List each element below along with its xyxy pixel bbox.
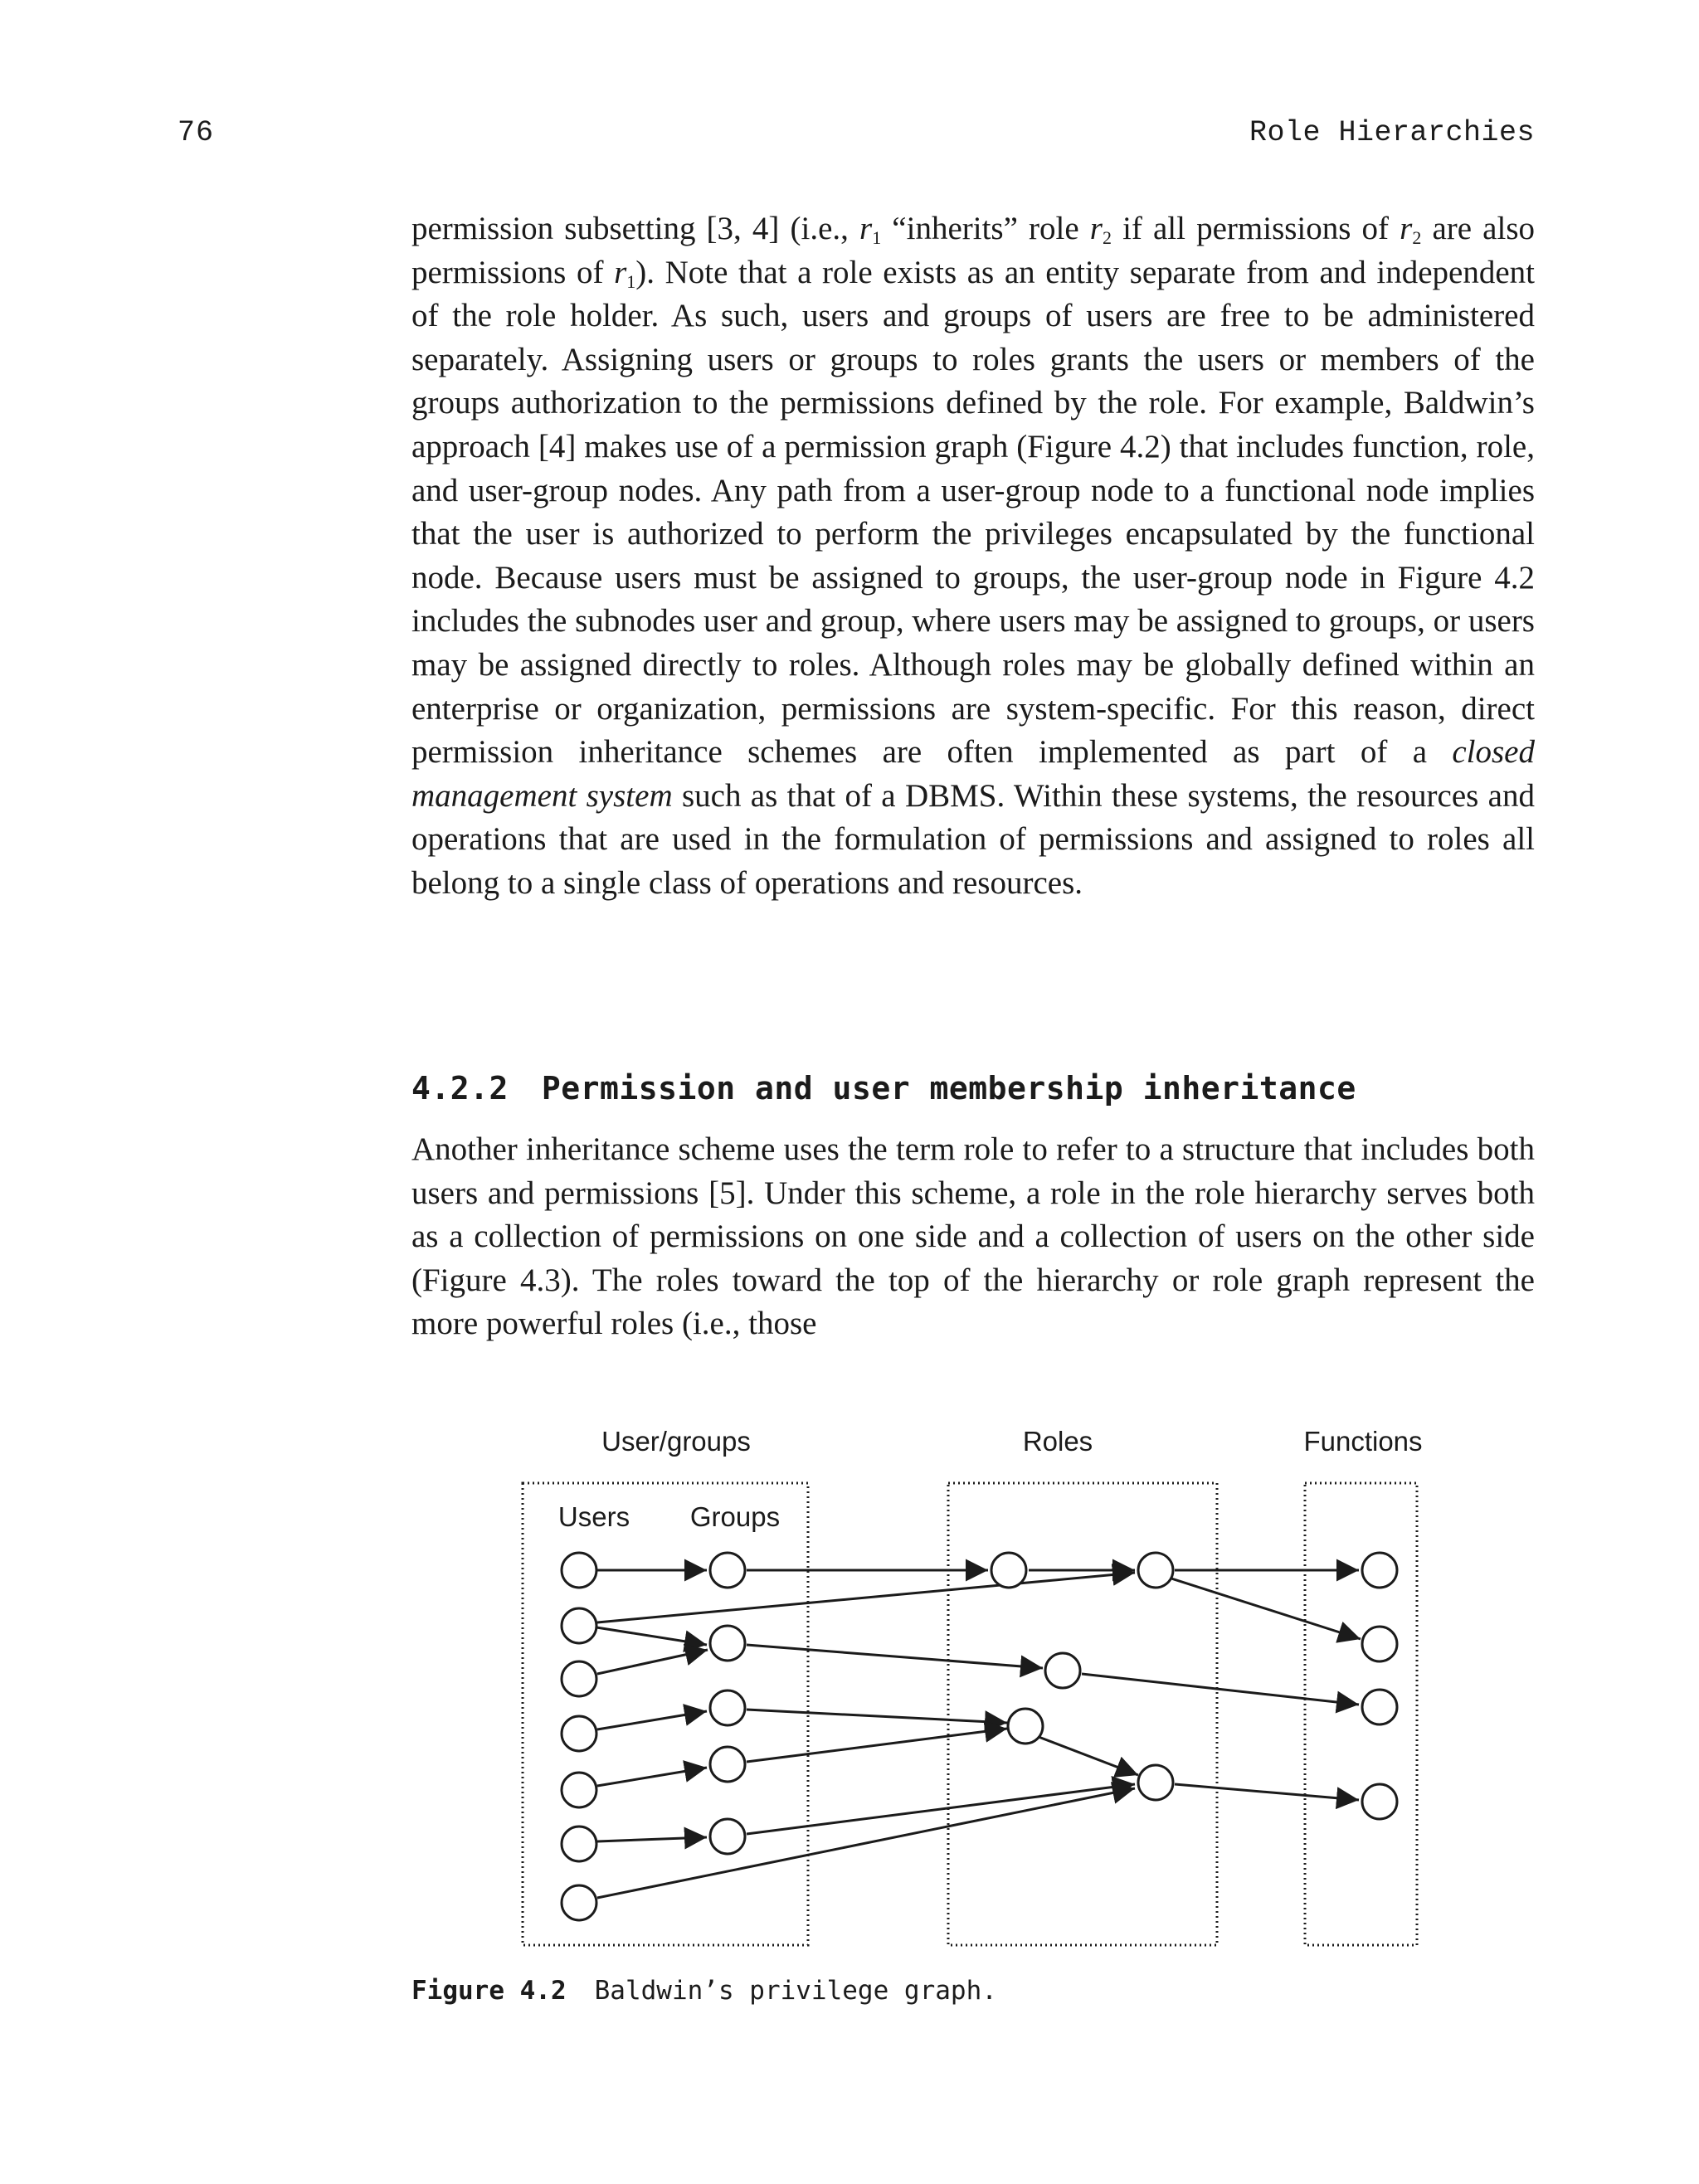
italic-term: closed management system	[411, 734, 1535, 814]
group-node-4	[710, 1747, 745, 1782]
edge-u5-g4	[597, 1768, 707, 1786]
edge-g4-rd	[747, 1729, 1007, 1762]
function-node-4	[1362, 1784, 1397, 1819]
p1-text-1: permission subsetting [3, 4] (i.e.,	[411, 211, 859, 246]
user-groups-box	[523, 1483, 808, 1945]
label-user-groups: User/groups	[601, 1426, 751, 1457]
role-node-c	[1045, 1653, 1080, 1688]
group-node-5	[710, 1819, 745, 1854]
p1-text-2: “inherits” role	[881, 211, 1090, 246]
var-r1b: r	[614, 254, 627, 290]
group-node-1	[710, 1553, 745, 1588]
edge-u3-g2	[597, 1650, 708, 1674]
user-node-5	[562, 1773, 596, 1807]
sub-2a: 2	[1102, 227, 1112, 248]
functions-box	[1305, 1483, 1417, 1945]
page-number: 76	[178, 116, 215, 149]
user-node-7	[562, 1885, 596, 1920]
user-node-3	[562, 1661, 596, 1696]
group-node-2	[710, 1626, 745, 1661]
edge-u4-g3	[597, 1711, 707, 1729]
sub-1b: 1	[626, 270, 636, 292]
section-number: 4.2.2	[411, 1070, 509, 1107]
role-node-b	[1138, 1553, 1173, 1588]
function-node-1	[1362, 1553, 1397, 1588]
label-roles: Roles	[1022, 1426, 1093, 1457]
section-title: Permission and user membership inheritance	[541, 1070, 1356, 1107]
edge-rb-f2	[1171, 1578, 1361, 1639]
label-functions: Functions	[1303, 1426, 1423, 1457]
edge-u2-g2	[596, 1627, 707, 1645]
roles-box	[948, 1483, 1217, 1945]
label-users: Users	[557, 1501, 630, 1532]
p1-text-5: ). Note that a role exists as an entity separate from and independent of the role holder. As such, users and groups of users are free to be administered separately. Assigning users or groups to roles grants the users or members of the groups authorization to the permissions defined by the role. For example, Baldwin’s approach [4] makes use of a permission graph (Figure 4.2) that includes function, role, and user-group nodes. Any path from a user-group node to a functional node implies that the user is authorized to perform the privileges encapsulated by the functional node. Because users must be assigned to groups, the user-group node in Figure 4.2 includes the subnodes user and group, where users may be assigned to groups, or users may be assigned directly to roles. Although roles may be globally defined within an enterprise or organization, permissions are system-specific. For this reason, direct permission inheritance schemes are often implemented as part of a	[411, 254, 1535, 771]
paragraph-2: Another inheritance scheme uses the term role to refer to a structure that includes both users and permissions [5]. Under this scheme, a role in the role hierarchy serves both as a collection of permissions on one side and a collection of users on the other side (Figure 4.3). The roles toward the top of the hierarchy or role graph represent the more powerful roles (i.e., those	[411, 1131, 1535, 1342]
p1-text-3: if all permissions of	[1111, 211, 1400, 246]
user-node-4	[562, 1716, 596, 1751]
figure-caption	[411, 1976, 997, 2006]
edge-re-f4	[1175, 1784, 1359, 1800]
running-title: Role Hierarchies	[1249, 116, 1535, 149]
edge-rd-re	[1039, 1737, 1138, 1775]
p1-text-6: such as that of a DBMS. Within these systems, the resources and operations that are used in the formulation of permissions and assigned to roles all belong to a single class of operations and resources.	[411, 777, 1535, 901]
caption-text: Baldwin’s privilege graph.	[594, 1976, 997, 2006]
edge-rc-f3	[1082, 1674, 1359, 1705]
sub-2b: 2	[1412, 227, 1422, 248]
edge-u2-rb	[597, 1573, 1135, 1622]
user-node-1	[562, 1553, 596, 1588]
user-node-2	[562, 1608, 596, 1643]
label-groups: Groups	[689, 1501, 781, 1532]
edge-u6-g5	[597, 1837, 707, 1841]
var-r1: r	[859, 211, 873, 246]
var-r2: r	[1089, 211, 1103, 246]
edge-g5-re	[747, 1784, 1135, 1834]
role-node-d	[1008, 1709, 1043, 1744]
edge-g3-rd	[747, 1710, 1007, 1723]
caption-label: Figure 4.2	[411, 1976, 567, 2006]
group-node-3	[710, 1690, 745, 1725]
function-node-3	[1362, 1690, 1397, 1724]
role-node-e	[1138, 1765, 1173, 1800]
p1-text-4: are also permissions of	[411, 211, 1535, 290]
edge-u7-re	[597, 1788, 1135, 1898]
sub-1a: 1	[872, 227, 882, 248]
edge-g2-rc	[747, 1645, 1043, 1668]
function-node-2	[1362, 1627, 1397, 1661]
user-node-6	[562, 1826, 596, 1861]
role-node-a	[991, 1553, 1026, 1588]
var-r2b: r	[1400, 211, 1413, 246]
